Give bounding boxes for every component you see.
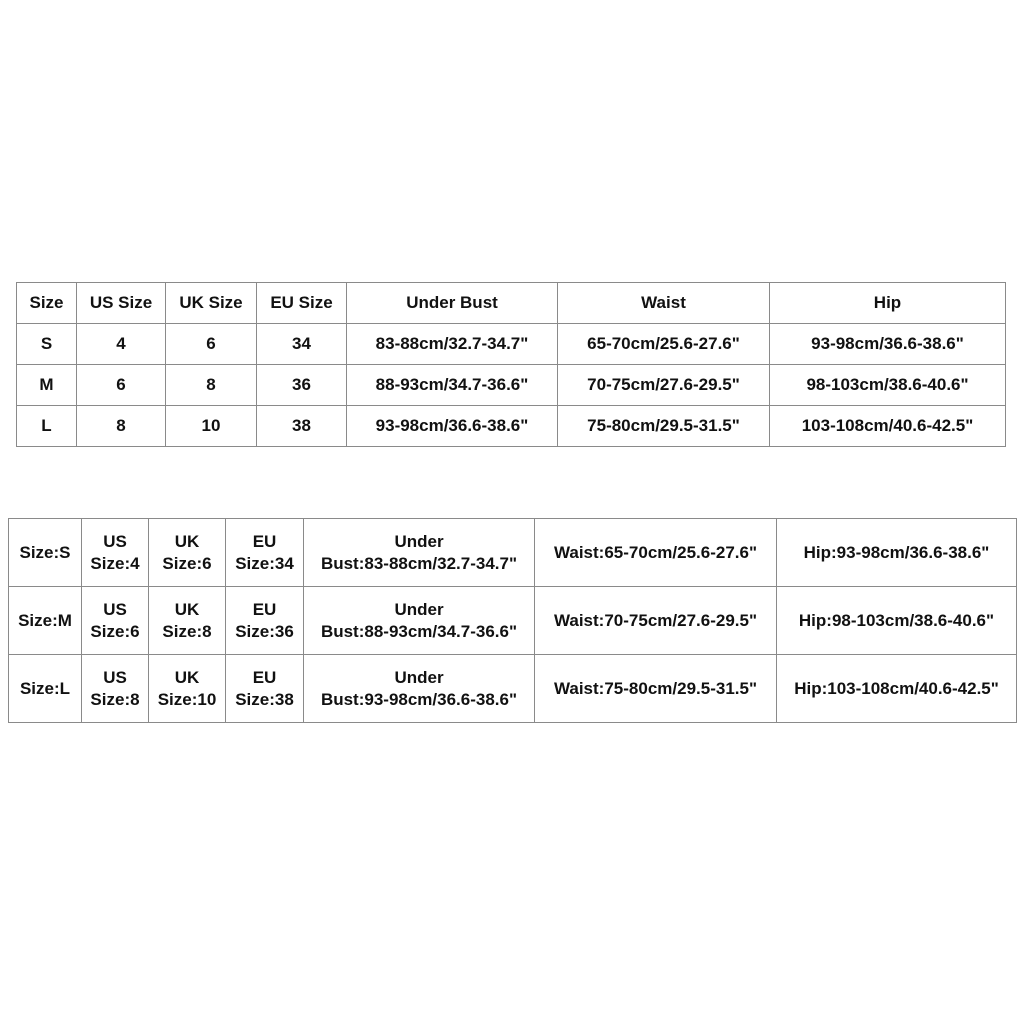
table-cell: 34 (257, 324, 347, 365)
cell-line: US (103, 668, 127, 688)
cell-line: UK (174, 668, 200, 688)
cell-line: Size:8 (162, 621, 212, 641)
table-header-row (17, 283, 1006, 324)
table-cell: 70-75cm/27.6-29.5" (558, 365, 770, 406)
table-cell: 65-70cm/25.6-27.6" (558, 324, 770, 365)
cell-line: Size:34 (235, 553, 294, 573)
cell-line: Size:8 (90, 689, 140, 709)
cell-line: Under (394, 668, 444, 688)
table-cell: 8 (166, 365, 257, 406)
cell-line: Size:38 (235, 689, 294, 709)
table-row (17, 324, 1006, 365)
header-cell: EU Size (257, 283, 347, 324)
waist-cell: Waist:65-70cm/25.6-27.6" (535, 519, 777, 587)
header-cell: US Size (77, 283, 166, 324)
size-chart-table-labeled (8, 518, 1017, 723)
table-cell: 75-80cm/29.5-31.5" (558, 406, 770, 447)
under-bust-cell (304, 655, 535, 723)
size-cell: Size:S (9, 519, 82, 587)
size-chart-table-compact (16, 282, 1006, 447)
table-row (17, 406, 1006, 447)
cell-line: US (103, 532, 127, 552)
table-row (9, 587, 1017, 655)
table-cell: 6 (166, 324, 257, 365)
cell-line: Bust:93-98cm/36.6-38.6" (320, 689, 518, 709)
table-row (17, 365, 1006, 406)
table-cell: 93-98cm/36.6-38.6" (770, 324, 1006, 365)
header-cell: Waist (558, 283, 770, 324)
cell-line: EU (252, 600, 277, 620)
waist-cell: Waist:70-75cm/27.6-29.5" (535, 587, 777, 655)
table-cell: 4 (77, 324, 166, 365)
under-bust-cell (304, 519, 535, 587)
cell-line: US (103, 600, 127, 620)
hip-cell: Hip:103-108cm/40.6-42.5" (777, 655, 1017, 723)
table-row (9, 655, 1017, 723)
header-cell: UK Size (166, 283, 257, 324)
eu-size-cell (226, 655, 304, 723)
table-cell: 6 (77, 365, 166, 406)
eu-size-cell (226, 519, 304, 587)
us-size-cell (82, 655, 149, 723)
uk-size-cell (149, 519, 226, 587)
cell-line: EU (252, 668, 277, 688)
table-cell: 88-93cm/34.7-36.6" (347, 365, 558, 406)
table-cell: 83-88cm/32.7-34.7" (347, 324, 558, 365)
table-cell: 8 (77, 406, 166, 447)
table-cell: L (17, 406, 77, 447)
table-cell: 38 (257, 406, 347, 447)
us-size-cell (82, 519, 149, 587)
hip-cell: Hip:93-98cm/36.6-38.6" (777, 519, 1017, 587)
table-cell: 98-103cm/38.6-40.6" (770, 365, 1006, 406)
table-row (9, 519, 1017, 587)
cell-line: Size:6 (90, 621, 140, 641)
table-cell: 103-108cm/40.6-42.5" (770, 406, 1006, 447)
cell-line: Bust:83-88cm/32.7-34.7" (320, 553, 518, 573)
size-cell: Size:M (9, 587, 82, 655)
uk-size-cell (149, 587, 226, 655)
cell-line: UK (174, 532, 200, 552)
cell-line: UK (174, 600, 200, 620)
header-cell: Size (17, 283, 77, 324)
header-cell: Hip (770, 283, 1006, 324)
waist-cell: Waist:75-80cm/29.5-31.5" (535, 655, 777, 723)
cell-line: Under (394, 532, 444, 552)
under-bust-cell (304, 587, 535, 655)
header-cell: Under Bust (347, 283, 558, 324)
table-cell: M (17, 365, 77, 406)
cell-line: Under (394, 600, 444, 620)
us-size-cell (82, 587, 149, 655)
table-cell: 36 (257, 365, 347, 406)
cell-line: EU (252, 532, 277, 552)
cell-line: Size:10 (157, 689, 217, 709)
cell-line: Size:36 (235, 621, 294, 641)
table-cell: 93-98cm/36.6-38.6" (347, 406, 558, 447)
cell-line: Size:6 (162, 553, 212, 573)
cell-line: Bust:88-93cm/34.7-36.6" (320, 621, 518, 641)
uk-size-cell (149, 655, 226, 723)
size-cell: Size:L (9, 655, 82, 723)
eu-size-cell (226, 587, 304, 655)
table-cell: 10 (166, 406, 257, 447)
table-cell: S (17, 324, 77, 365)
cell-line: Size:4 (90, 553, 140, 573)
hip-cell: Hip:98-103cm/38.6-40.6" (777, 587, 1017, 655)
